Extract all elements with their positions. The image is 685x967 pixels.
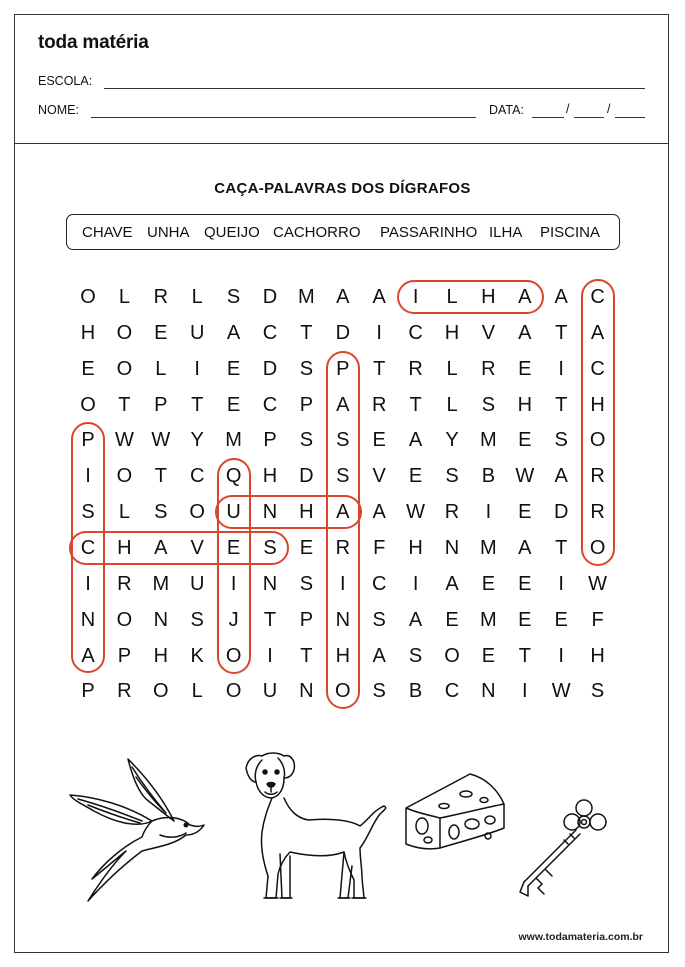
- grid-letter[interactable]: S: [226, 286, 241, 308]
- word-bank-item: PISCINA: [540, 224, 601, 241]
- grid-letter[interactable]: I: [412, 286, 419, 308]
- grid-letter[interactable]: W: [515, 465, 535, 488]
- grid-letter[interactable]: E: [481, 572, 496, 595]
- grid-letter[interactable]: U: [226, 501, 241, 524]
- date-separator: /: [607, 102, 611, 116]
- grid-letter[interactable]: J: [228, 608, 239, 631]
- grid-letter[interactable]: H: [117, 536, 132, 559]
- grid-letter[interactable]: H: [408, 536, 423, 559]
- grid-letter[interactable]: S: [336, 465, 350, 488]
- footer-url[interactable]: www.todamateria.com.br: [518, 931, 643, 943]
- grid-letter[interactable]: T: [518, 644, 531, 667]
- grid-letter[interactable]: O: [225, 644, 242, 667]
- grid-letter[interactable]: D: [335, 321, 351, 344]
- grid-letter[interactable]: R: [481, 357, 496, 380]
- grid-letter[interactable]: R: [408, 357, 423, 380]
- word-bank-item: PASSARINHO: [380, 224, 478, 241]
- grid-letter[interactable]: A: [372, 644, 386, 667]
- brand-logo: toda matéria: [38, 32, 149, 53]
- grid-letter[interactable]: E: [226, 393, 241, 416]
- grid-letter[interactable]: E: [445, 608, 459, 631]
- grid-letter[interactable]: S: [590, 680, 605, 703]
- grid-letter[interactable]: D: [262, 286, 278, 308]
- grid-letter[interactable]: E: [518, 572, 532, 595]
- grid-letter[interactable]: W: [406, 501, 426, 524]
- date-day-line[interactable]: [532, 117, 564, 118]
- grid-letter[interactable]: A: [408, 608, 423, 631]
- grid-letter[interactable]: U: [262, 680, 278, 703]
- grid-letter[interactable]: N: [262, 572, 278, 595]
- grid-letter[interactable]: T: [409, 393, 422, 416]
- word-bank-item: ILHA: [489, 224, 523, 241]
- grid-letter[interactable]: H: [153, 644, 169, 667]
- grid-letter[interactable]: C: [189, 465, 205, 488]
- grid-letter[interactable]: C: [590, 286, 605, 308]
- word-bank-item: CHAVE: [82, 224, 133, 241]
- grid-letter[interactable]: I: [376, 321, 382, 344]
- grid-letter[interactable]: O: [116, 465, 133, 488]
- word-bank-item: UNHA: [147, 224, 190, 241]
- grid-letter[interactable]: O: [589, 429, 606, 452]
- grid-letter[interactable]: T: [118, 393, 131, 416]
- grid-letter[interactable]: A: [518, 321, 532, 344]
- grid-letter[interactable]: M: [480, 608, 497, 631]
- grid-letter[interactable]: H: [299, 501, 314, 524]
- grid-letter[interactable]: A: [518, 536, 532, 559]
- grid-letter[interactable]: P: [81, 429, 95, 452]
- grid-letter[interactable]: H: [80, 321, 96, 344]
- grid-letter[interactable]: P: [154, 393, 168, 416]
- grid-letter[interactable]: S: [408, 644, 423, 667]
- grid-letter[interactable]: Y: [190, 429, 204, 452]
- grid-letter[interactable]: B: [481, 465, 496, 488]
- school-line[interactable]: [104, 88, 645, 89]
- grid-letter[interactable]: T: [373, 357, 386, 380]
- grid-letter[interactable]: O: [335, 680, 351, 703]
- grid-letter[interactable]: E: [226, 357, 241, 380]
- date-year-line[interactable]: [615, 117, 645, 118]
- grid-letter[interactable]: R: [117, 680, 132, 703]
- grid-letter[interactable]: W: [588, 572, 608, 595]
- grid-letter[interactable]: H: [481, 286, 496, 308]
- found-word-highlight[interactable]: [217, 458, 251, 673]
- grid-letter[interactable]: T: [154, 465, 167, 488]
- grid-letter[interactable]: S: [336, 429, 350, 452]
- grid-letter[interactable]: S: [299, 357, 314, 380]
- grid-letter[interactable]: I: [522, 680, 528, 703]
- grid-letter[interactable]: R: [590, 465, 605, 488]
- date-label: DATA:: [489, 103, 524, 117]
- grid-letter[interactable]: E: [518, 429, 532, 452]
- grid-letter[interactable]: A: [226, 321, 241, 344]
- grid-letter[interactable]: W: [151, 429, 171, 452]
- grid-letter[interactable]: A: [154, 536, 168, 559]
- grid-letter[interactable]: T: [555, 393, 568, 416]
- grid-letter[interactable]: O: [153, 680, 169, 703]
- grid-letter[interactable]: M: [152, 572, 170, 595]
- grid-letter[interactable]: D: [262, 357, 278, 380]
- grid-letter[interactable]: A: [554, 286, 568, 308]
- grid-letter[interactable]: S: [554, 429, 568, 452]
- grid-letter[interactable]: P: [81, 680, 95, 703]
- grid-letter[interactable]: A: [336, 286, 350, 308]
- grid-letter[interactable]: I: [340, 572, 346, 595]
- grid-letter[interactable]: B: [408, 680, 423, 703]
- grid-letter[interactable]: I: [558, 644, 564, 667]
- grid-letter[interactable]: S: [263, 536, 277, 559]
- grid-letter[interactable]: C: [590, 357, 605, 380]
- grid-letter[interactable]: H: [590, 393, 605, 416]
- grid-letter[interactable]: E: [518, 501, 532, 524]
- grid-letter[interactable]: H: [335, 644, 351, 667]
- grid-letter[interactable]: N: [153, 608, 169, 631]
- grid-letter[interactable]: N: [481, 680, 496, 703]
- grid-letter[interactable]: D: [299, 465, 314, 488]
- grid-letter[interactable]: T: [555, 536, 568, 559]
- grid-letter[interactable]: Y: [445, 429, 459, 452]
- grid-letter[interactable]: A: [408, 429, 423, 452]
- grid-letter[interactable]: O: [80, 286, 96, 308]
- grid-letter[interactable]: L: [155, 357, 167, 380]
- grid-letter[interactable]: E: [299, 536, 314, 559]
- grid-letter[interactable]: I: [412, 572, 419, 595]
- grid-letter[interactable]: L: [446, 357, 458, 380]
- grid-letter[interactable]: I: [267, 644, 273, 667]
- grid-letter[interactable]: O: [116, 357, 133, 380]
- grid-letter[interactable]: H: [590, 644, 605, 667]
- grid-letter[interactable]: L: [118, 501, 130, 524]
- grid-letter[interactable]: W: [114, 429, 134, 452]
- grid-letter[interactable]: I: [558, 572, 564, 595]
- name-label: NOME:: [38, 103, 79, 117]
- grid-letter[interactable]: P: [117, 644, 132, 667]
- word-bank-item: CACHORRO: [273, 224, 361, 241]
- date-month-line[interactable]: [574, 117, 604, 118]
- grid-letter[interactable]: C: [80, 536, 96, 559]
- grid-letter[interactable]: S: [81, 501, 95, 524]
- school-label: ESCOLA:: [38, 74, 93, 88]
- grid-letter[interactable]: P: [336, 357, 350, 380]
- grid-letter[interactable]: E: [226, 536, 241, 559]
- found-word-highlight[interactable]: [71, 422, 105, 673]
- found-word-highlight[interactable]: [326, 351, 360, 710]
- grid-letter[interactable]: V: [190, 536, 204, 559]
- cheese-icon: [400, 768, 510, 858]
- found-word-highlight[interactable]: [581, 279, 615, 566]
- grid-letter[interactable]: E: [481, 644, 496, 667]
- grid-letter[interactable]: S: [299, 572, 314, 595]
- grid-letter[interactable]: O: [444, 644, 460, 667]
- grid-letter[interactable]: E: [372, 429, 386, 452]
- header-divider: [14, 143, 669, 144]
- grid-letter[interactable]: H: [444, 321, 460, 344]
- grid-letter[interactable]: S: [154, 501, 168, 524]
- grid-letter[interactable]: T: [300, 644, 313, 667]
- grid-letter[interactable]: A: [554, 465, 568, 488]
- grid-letter[interactable]: E: [154, 321, 168, 344]
- grid-letter[interactable]: P: [299, 608, 314, 631]
- grid-letter[interactable]: W: [551, 680, 571, 703]
- grid-letter[interactable]: E: [554, 608, 568, 631]
- grid-letter[interactable]: T: [191, 393, 204, 416]
- grid-letter[interactable]: R: [444, 501, 460, 524]
- grid-letter[interactable]: F: [591, 608, 604, 631]
- word-bank-item: QUEIJO: [204, 224, 260, 241]
- grid-letter[interactable]: S: [372, 608, 386, 631]
- grid-letter[interactable]: O: [589, 536, 606, 559]
- grid-letter[interactable]: S: [190, 608, 204, 631]
- grid-letter[interactable]: T: [263, 608, 277, 631]
- grid-letter[interactable]: M: [298, 286, 315, 308]
- grid-letter[interactable]: A: [81, 644, 95, 667]
- grid-letter[interactable]: A: [518, 286, 532, 308]
- grid-letter[interactable]: L: [191, 680, 203, 703]
- swallow-bird-icon: [66, 755, 206, 905]
- grid-letter[interactable]: R: [371, 393, 387, 416]
- grid-letter[interactable]: P: [299, 393, 314, 416]
- grid-letter[interactable]: A: [372, 286, 386, 308]
- grid-letter[interactable]: E: [518, 357, 532, 380]
- grid-letter[interactable]: S: [299, 429, 314, 452]
- grid-letter[interactable]: S: [372, 680, 386, 703]
- grid-letter[interactable]: C: [371, 572, 387, 595]
- grid-letter[interactable]: V: [481, 321, 496, 344]
- grid-letter[interactable]: I: [485, 501, 492, 524]
- grid-letter[interactable]: N: [299, 680, 314, 703]
- grid-letter[interactable]: A: [336, 393, 350, 416]
- grid-letter[interactable]: A: [372, 501, 386, 524]
- grid-letter[interactable]: A: [445, 572, 459, 595]
- grid-letter[interactable]: F: [373, 536, 386, 559]
- grid-letter[interactable]: D: [553, 501, 569, 524]
- grid-letter[interactable]: L: [118, 286, 130, 308]
- grid-letter[interactable]: T: [555, 321, 568, 344]
- grid-letter[interactable]: U: [189, 321, 205, 344]
- grid-letter[interactable]: H: [517, 393, 533, 416]
- found-word-highlight[interactable]: [397, 280, 544, 314]
- grid-letter[interactable]: K: [190, 644, 204, 667]
- grid-letter[interactable]: M: [225, 429, 242, 452]
- grid-letter[interactable]: C: [444, 680, 460, 703]
- grid-letter[interactable]: L: [191, 286, 203, 308]
- grid-letter[interactable]: R: [590, 501, 605, 524]
- grid-letter[interactable]: C: [262, 393, 278, 416]
- grid-letter[interactable]: O: [189, 501, 205, 524]
- key-icon: [514, 796, 610, 900]
- grid-letter[interactable]: S: [445, 465, 459, 488]
- grid-letter[interactable]: I: [85, 465, 91, 488]
- date-separator: /: [566, 102, 570, 116]
- grid-letter[interactable]: A: [590, 321, 605, 344]
- grid-letter[interactable]: P: [263, 429, 277, 452]
- grid-letter[interactable]: R: [117, 572, 132, 595]
- grid-letter[interactable]: O: [116, 608, 133, 631]
- dog-icon: [232, 748, 392, 908]
- page-title: CAÇA-PALAVRAS DOS DÍGRAFOS: [214, 180, 471, 197]
- grid-letter[interactable]: C: [408, 321, 423, 344]
- grid-letter[interactable]: L: [446, 393, 458, 416]
- grid-letter[interactable]: O: [225, 680, 242, 703]
- grid-letter[interactable]: T: [300, 321, 313, 344]
- grid-letter[interactable]: N: [262, 501, 278, 524]
- grid-letter[interactable]: O: [116, 321, 133, 344]
- grid-letter[interactable]: U: [189, 572, 205, 595]
- grid-letter[interactable]: I: [194, 357, 200, 380]
- grid-letter[interactable]: I: [558, 357, 564, 380]
- grid-letter[interactable]: V: [372, 465, 386, 488]
- grid-letter[interactable]: E: [408, 465, 423, 488]
- grid-letter[interactable]: H: [262, 465, 278, 488]
- grid-letter[interactable]: L: [446, 286, 458, 308]
- grid-letter[interactable]: I: [85, 572, 91, 595]
- grid-letter[interactable]: E: [81, 357, 95, 380]
- grid-letter[interactable]: R: [153, 286, 169, 308]
- grid-letter[interactable]: S: [481, 393, 496, 416]
- grid-letter[interactable]: R: [335, 536, 351, 559]
- grid-letter[interactable]: Q: [225, 465, 242, 488]
- grid-letter[interactable]: C: [262, 321, 278, 344]
- grid-letter[interactable]: M: [480, 536, 497, 559]
- grid-letter[interactable]: E: [518, 608, 532, 631]
- grid-letter[interactable]: O: [80, 393, 96, 416]
- grid-letter[interactable]: N: [80, 608, 96, 631]
- grid-letter[interactable]: N: [444, 536, 460, 559]
- grid-letter[interactable]: M: [480, 429, 497, 452]
- name-line[interactable]: [91, 117, 476, 118]
- grid-letter[interactable]: A: [336, 501, 350, 524]
- grid-letter[interactable]: N: [335, 608, 351, 631]
- grid-letter[interactable]: I: [230, 572, 237, 595]
